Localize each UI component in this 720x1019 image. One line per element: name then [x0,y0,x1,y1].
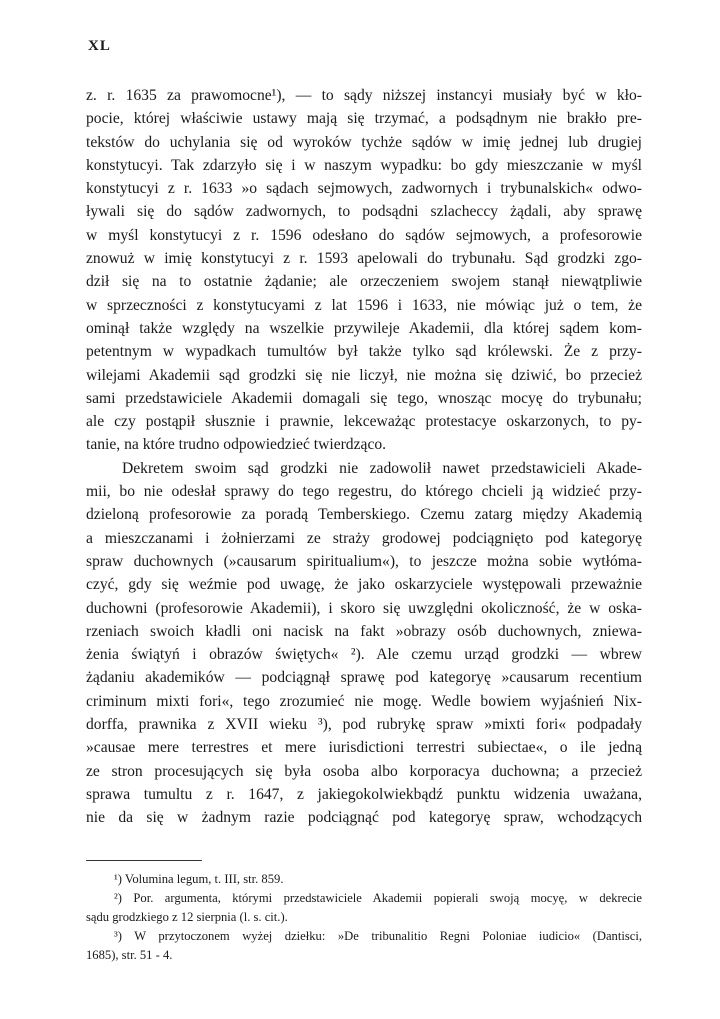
text-line: ływali się do sądów zadwornych, to podsądni szlacheccy żądali, aby sprawę [86,203,642,221]
footnote-2 [86,889,642,927]
footnote-line: sądu grodzkiego z 12 sierpnia (l. s. cit.). [86,910,288,924]
text-line: sami przedstawiciele Akademii domagali się tego, wnosząc mocyę do trybunału; [86,389,642,407]
text-line: criminum mixti fori«, tego zrozumieć nie mogę. Wedle bowiem wyjaśnień Nix- [86,692,642,710]
text-line: rzeniach swoich kładli oni nacisk na fakt »obrazy osób duchownych, zniewa- [86,622,642,640]
text-line: ominął także względy na wszelkie przywileje Akademii, dla której sądem kom- [86,319,642,337]
text-line: żenia świątyń i obrazów świętych« ²). Ale czemu urząd grodzki — wbrew [86,646,642,664]
footnote-3 [86,927,642,965]
footnote-line: 1685), str. 51 - 4. [86,948,173,962]
text-line: dzieloną profesorowie za poradą Temberskiego. Czemu zatarg między Akademią [86,506,642,524]
footnote-1 [86,870,642,889]
text-line: Dekretem swoim sąd grodzki nie zadowolił nawet przedstawicieli Akade- [122,459,642,477]
text-line: z. r. 1635 za prawomocne¹), — to sądy niższej instancyi musiały być w kło- [86,87,642,104]
paragraph-1 [86,84,642,457]
text-line: nie da się w żadnym razie podciągnąć pod kategoryę spraw, wchodzących [86,809,642,827]
text-line: duchowni (profesorowie Akademii), i skoro się uwzględni okoliczność, że w oska- [86,599,642,617]
text-line: w myśl konstytucyi z r. 1596 odesłano do sądów sejmowych, a profesorowie [86,226,642,244]
footnote-line: ²) Por. argumenta, którymi przedstawiciele Akademii popierali swoją mocyę, w dekrecie [114,891,642,905]
text-line: dorffa, prawnika z XVII wieku ³), pod rubrykę spraw »mixti fori« podpadały [86,716,642,734]
text-line: konstytucyi z r. 1633 »o sądach sejmowych, zadwornych i trybunalskich« odwo- [86,180,642,198]
text-line: znowuż w imię konstytucyi z r. 1593 apelowali do trybunału. Sąd grodzki zgo- [86,250,642,268]
text-line: pocie, której właściwie ustawy mają się trzymać, a podsądnym nie brakło pre- [86,110,642,128]
footnotes [86,870,642,965]
text-line: dził się na to ostatnie żądanie; ale orzeczeniem swojem stanął niewątpliwie [86,273,642,291]
text-line: ze stron procesujących się była osoba albo korporacya duchowna; a przecież [86,762,642,780]
text-line: spraw duchownych (»causarum spiritualium«), to jeszcze można sobie wytłóma- [86,552,642,570]
text-line: w sprzeczności z konstytucyami z lat 1596 i 1633, nie mówiąc już o tem, że [86,296,642,314]
page-number: XL [88,38,111,54]
text-line: petentnym w wypadkach tumultów był także tylko sąd królewski. Że z przy- [86,343,642,361]
footnote-divider [86,860,202,861]
paragraph-2 [86,457,642,830]
text-line: mii, bo nie odesłał sprawy do tego regestru, do którego chcieli ją widzieć przy- [86,483,642,501]
body-text [86,84,642,830]
text-line: »causae mere terrestres et mere iurisdictioni terrestri subiectae«, o ile jedną [86,739,642,757]
text-line: tekstów do uchylania się od wyroków tychże sądów w imię jednej lub drugiej [86,133,642,151]
text-line: konstytucyi. Tak zdarzyło się i w naszym wypadku: bo gdy mieszczanie w myśl [86,156,642,174]
text-line: czyć, gdy się weźmie pod uwagę, że jako oskarzyciele występowali przeważnie [86,576,642,594]
text-line: a mieszczanami i żołnierzami ze straży grodowej podciągnięto pod kategoryę [86,529,642,547]
text-line: wilejami Akademii sąd grodzki się nie liczył, nie można się dziwić, bo przecież [86,366,642,384]
text-line: tanie, na które trudno odpowiedzieć twierdząco. [86,436,387,454]
text-line: ale czy postąpił słusznie i prawnie, lekceważąc protestacye oskarzonych, to py- [86,413,642,431]
text-line: sprawa tumultu z r. 1647, z jakiegokolwiekbądź punktu widzenia uważana, [86,785,642,803]
text-line: żądaniu akademików — podciągnął sprawę pod kategoryę »causarum recentium [86,669,642,687]
footnote-line: ¹) Volumina legum, t. III, str. 859. [114,872,284,886]
footnote-line: ³) W przytoczonem wyżej dziełku: »De tribunalitio Regni Poloniae iudicio« (Dantisci, [114,929,642,943]
